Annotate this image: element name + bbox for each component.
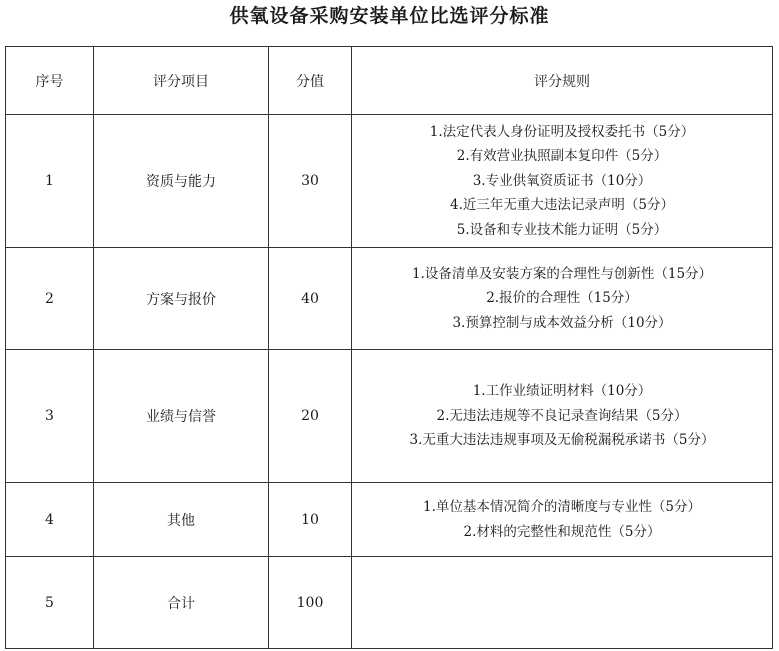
table-row <box>6 115 773 248</box>
scoring-table <box>5 46 773 649</box>
rule-line: 2.无违法违规等不良记录查询结果（5分） <box>436 407 688 424</box>
row-rules <box>352 350 773 483</box>
header-rules: 评分规则 <box>352 47 773 115</box>
rule-line: 4.近三年无重大违法记录声明（5分） <box>450 197 674 214</box>
table-row <box>6 483 773 557</box>
rule-line: 1.设备清单及安装方案的合理性与创新性（15分） <box>411 265 713 282</box>
rule-line: 3.预算控制与成本效益分析（10分） <box>452 314 672 331</box>
row-item: 合计 <box>94 557 269 649</box>
row-seq: 3 <box>6 350 94 483</box>
row-score: 30 <box>269 115 352 248</box>
header-item: 评分项目 <box>94 47 269 115</box>
row-score: 10 <box>269 483 352 557</box>
row-rules <box>352 115 773 248</box>
row-rules <box>352 557 773 649</box>
rule-line: 3.专业供氧资质证书（10分） <box>472 172 652 189</box>
table-row <box>6 557 773 649</box>
rule-line: 5.设备和专业技术能力证明（5分） <box>456 221 668 238</box>
row-item: 业绩与信誉 <box>94 350 269 483</box>
document-title: 供氧设备采购安装单位比选评分标准 <box>229 5 550 27</box>
row-rules <box>352 483 773 557</box>
table-row <box>6 350 773 483</box>
row-score: 20 <box>269 350 352 483</box>
rule-line: 1.单位基本情况简介的清晰度与专业性（5分） <box>423 499 701 515</box>
row-item: 方案与报价 <box>94 248 269 350</box>
row-score: 100 <box>269 557 352 649</box>
rule-line: 3.无重大违法违规事项及无偷税漏税承诺书（5分） <box>409 432 715 449</box>
rule-line: 2.报价的合理性（15分） <box>486 290 638 307</box>
rule-line: 1.工作业绩证明材料（10分） <box>472 383 652 400</box>
row-seq: 4 <box>6 483 94 557</box>
row-seq: 5 <box>6 557 94 649</box>
row-seq: 2 <box>6 248 94 350</box>
table-row <box>6 248 773 350</box>
row-item: 其他 <box>94 483 269 557</box>
row-item: 资质与能力 <box>94 115 269 248</box>
row-seq: 1 <box>6 115 94 248</box>
header-seq: 序号 <box>6 47 94 115</box>
header-score: 分值 <box>269 47 352 115</box>
table-header-row <box>6 47 773 115</box>
rule-line: 1.法定代表人身份证明及授权委托书（5分） <box>429 123 695 140</box>
row-score: 40 <box>269 248 352 350</box>
rule-line: 2.有效营业执照副本复印件（5分） <box>456 148 668 165</box>
row-rules <box>352 248 773 350</box>
rule-line: 2.材料的完整性和规范性（5分） <box>463 523 661 540</box>
